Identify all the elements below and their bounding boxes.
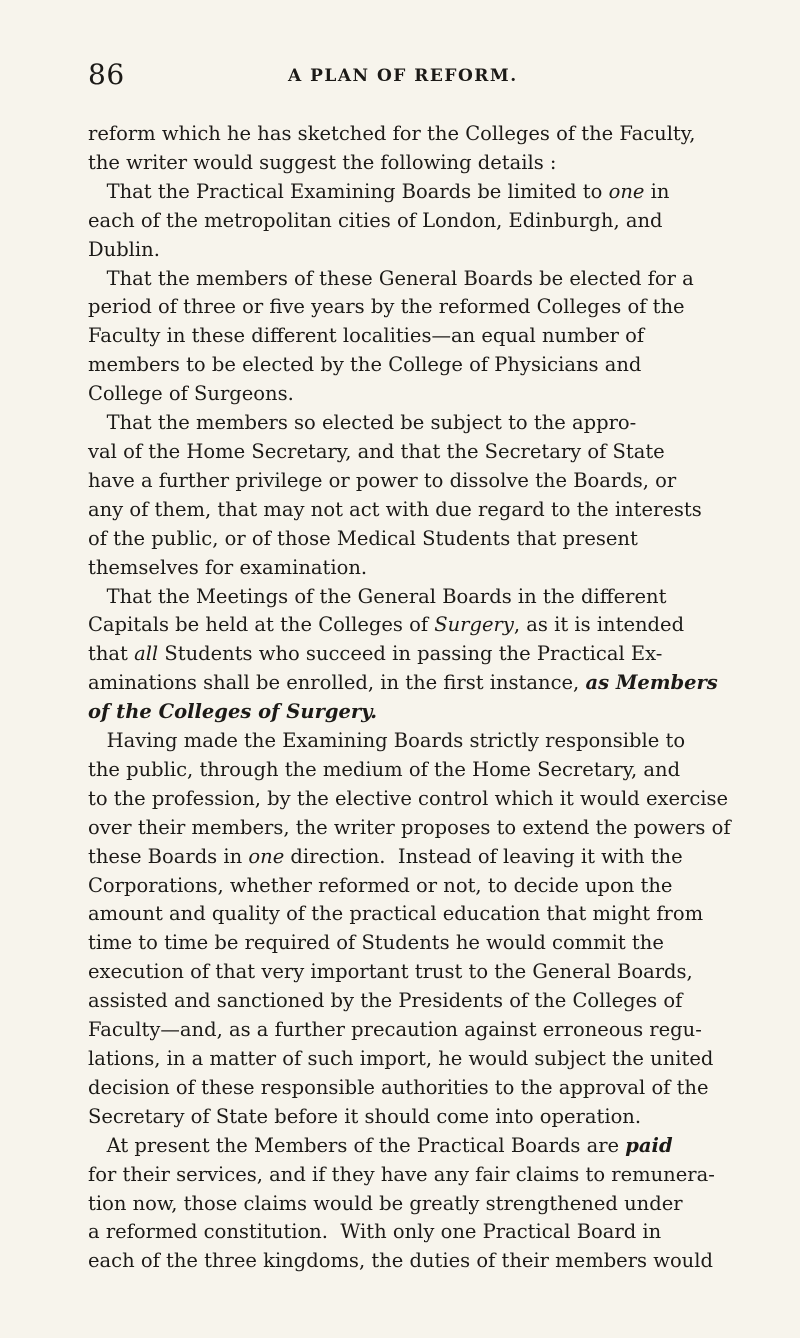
text-segment: Corporations, whether reformed or not, to decide upon the [88, 873, 673, 897]
running-title: A PLAN OF REFORM. [288, 66, 518, 86]
text-line [88, 380, 718, 409]
text-segment: Students who succeed in passing the Practical Ex- [158, 642, 663, 666]
text-line [88, 322, 718, 351]
text-segment: to the profession, by the elective control which it would exercise [88, 786, 729, 810]
text-line [88, 611, 718, 640]
text-line [88, 958, 718, 987]
text-line [88, 1074, 718, 1103]
text-line [88, 1218, 718, 1247]
text-segment: each of the metropolitan cities of London, Edinburgh, and [88, 208, 663, 232]
text-line [88, 467, 718, 496]
text-segment: amount and quality of the practical education that might from [88, 902, 704, 926]
text-segment: a reformed constitution. With only one Practical Board in [88, 1220, 662, 1244]
emphasized-text: as Members [585, 671, 718, 695]
page-header [88, 58, 712, 98]
page-number: 86 [88, 58, 125, 91]
text-line [88, 640, 718, 669]
text-line [88, 843, 718, 872]
text-segment: College of Surgeons. [88, 382, 294, 406]
text-segment: reform which he has sketched for the Colleges of the Faculty, [88, 122, 696, 145]
text-segment: That the Practical Examining Boards be limited to [88, 179, 609, 203]
text-line [88, 929, 718, 958]
text-segment: time to time be required of Students he would commit the [88, 931, 664, 955]
text-line [88, 1016, 718, 1045]
text-segment: decision of these responsible authorities to the approval of the [88, 1075, 709, 1099]
text-line [88, 120, 718, 149]
text-line [88, 525, 718, 554]
text-line [88, 785, 729, 814]
emphasized-text: one [248, 844, 285, 868]
text-segment: aminations shall be enrolled, in the first instance, [88, 671, 586, 695]
text-segment: That the members so elected be subject to the appro- [88, 411, 637, 435]
text-line [88, 438, 718, 467]
text-segment: tion now, those claims would be greatly strengthened under [88, 1191, 683, 1215]
text-segment: That the Meetings of the General Boards in the different [88, 584, 667, 608]
text-line [88, 1247, 718, 1276]
text-line [88, 1161, 718, 1190]
text-segment: Having made the Examining Boards strictly responsible to [88, 729, 686, 753]
text-segment: Faculty in these different localities—an equal number of [88, 324, 645, 348]
text-segment: themselves for examination. [88, 555, 368, 579]
text-line [88, 900, 718, 929]
text-line [88, 207, 718, 236]
text-segment: any of them, that may not act with due regard to the interests [88, 497, 702, 521]
text-line [88, 409, 718, 438]
text-segment: these Boards in [88, 844, 249, 868]
text-line [88, 554, 718, 583]
emphasized-text: Surgery [434, 613, 514, 637]
text-segment: , as it is intended [513, 613, 685, 637]
text-line [88, 149, 718, 178]
text-segment: execution of that very important trust to the General Boards, [88, 960, 693, 984]
text-line [88, 698, 718, 727]
text-segment: of the public, or of those Medical Students that present [88, 526, 638, 550]
text-segment: for their services, and if they have any fair claims to remunera- [88, 1162, 715, 1186]
text-line [88, 1190, 718, 1219]
text-segment: members to be elected by the College of Physicians and [88, 353, 642, 377]
text-segment: the public, through the medium of the Home Secretary, and [88, 757, 681, 781]
text-segment: Secretary of State before it should come into operation. [88, 1104, 642, 1128]
text-line [88, 814, 731, 843]
text-line [88, 872, 718, 901]
body-text [88, 120, 731, 1276]
text-line [88, 178, 718, 207]
text-line [88, 669, 718, 698]
text-line [88, 496, 718, 525]
text-segment: assisted and sanctioned by the Presidents of the Colleges of [88, 989, 683, 1013]
text-segment: the writer would suggest the following details : [88, 150, 557, 174]
text-segment: direction. Instead of leaving it with the [284, 844, 683, 868]
text-line [88, 265, 718, 294]
text-segment: have a further privilege or power to dissolve the Boards, or [88, 468, 677, 492]
text-line [88, 727, 718, 756]
text-line [88, 351, 718, 380]
text-segment: lations, in a matter of such import, he would subject the united [88, 1047, 714, 1070]
text-line [88, 1132, 718, 1161]
text-segment: over their members, the writer proposes to extend the powers of [88, 815, 731, 839]
text-segment: At present the Members of the Practical Boards are [88, 1133, 626, 1157]
text-segment: Capitals be held at the Colleges of [88, 613, 435, 637]
emphasized-text: paid [625, 1133, 673, 1157]
text-line [88, 293, 718, 322]
emphasized-text: all [134, 642, 159, 666]
text-segment: Faculty—and, as a further precaution against erroneous regu- [88, 1018, 702, 1042]
text-line [88, 236, 718, 265]
text-line [88, 583, 718, 612]
text-segment: That the members of these General Boards be elected for a [88, 266, 694, 290]
text-line [88, 1045, 718, 1074]
text-segment: each of the three kingdoms, the duties of their members would [88, 1249, 713, 1273]
emphasized-text: one [608, 179, 645, 203]
text-line [88, 756, 718, 785]
text-segment: in [644, 179, 670, 203]
text-segment: val of the Home Secretary, and that the Secretary of State [88, 439, 665, 463]
emphasized-text: of the Colleges of Surgery. [88, 700, 378, 724]
text-segment: Dublin. [88, 237, 160, 261]
text-segment: period of three or five years by the reformed Colleges of the [88, 295, 685, 319]
text-line [88, 1103, 718, 1132]
text-line [88, 987, 718, 1016]
text-segment: that [88, 642, 135, 666]
